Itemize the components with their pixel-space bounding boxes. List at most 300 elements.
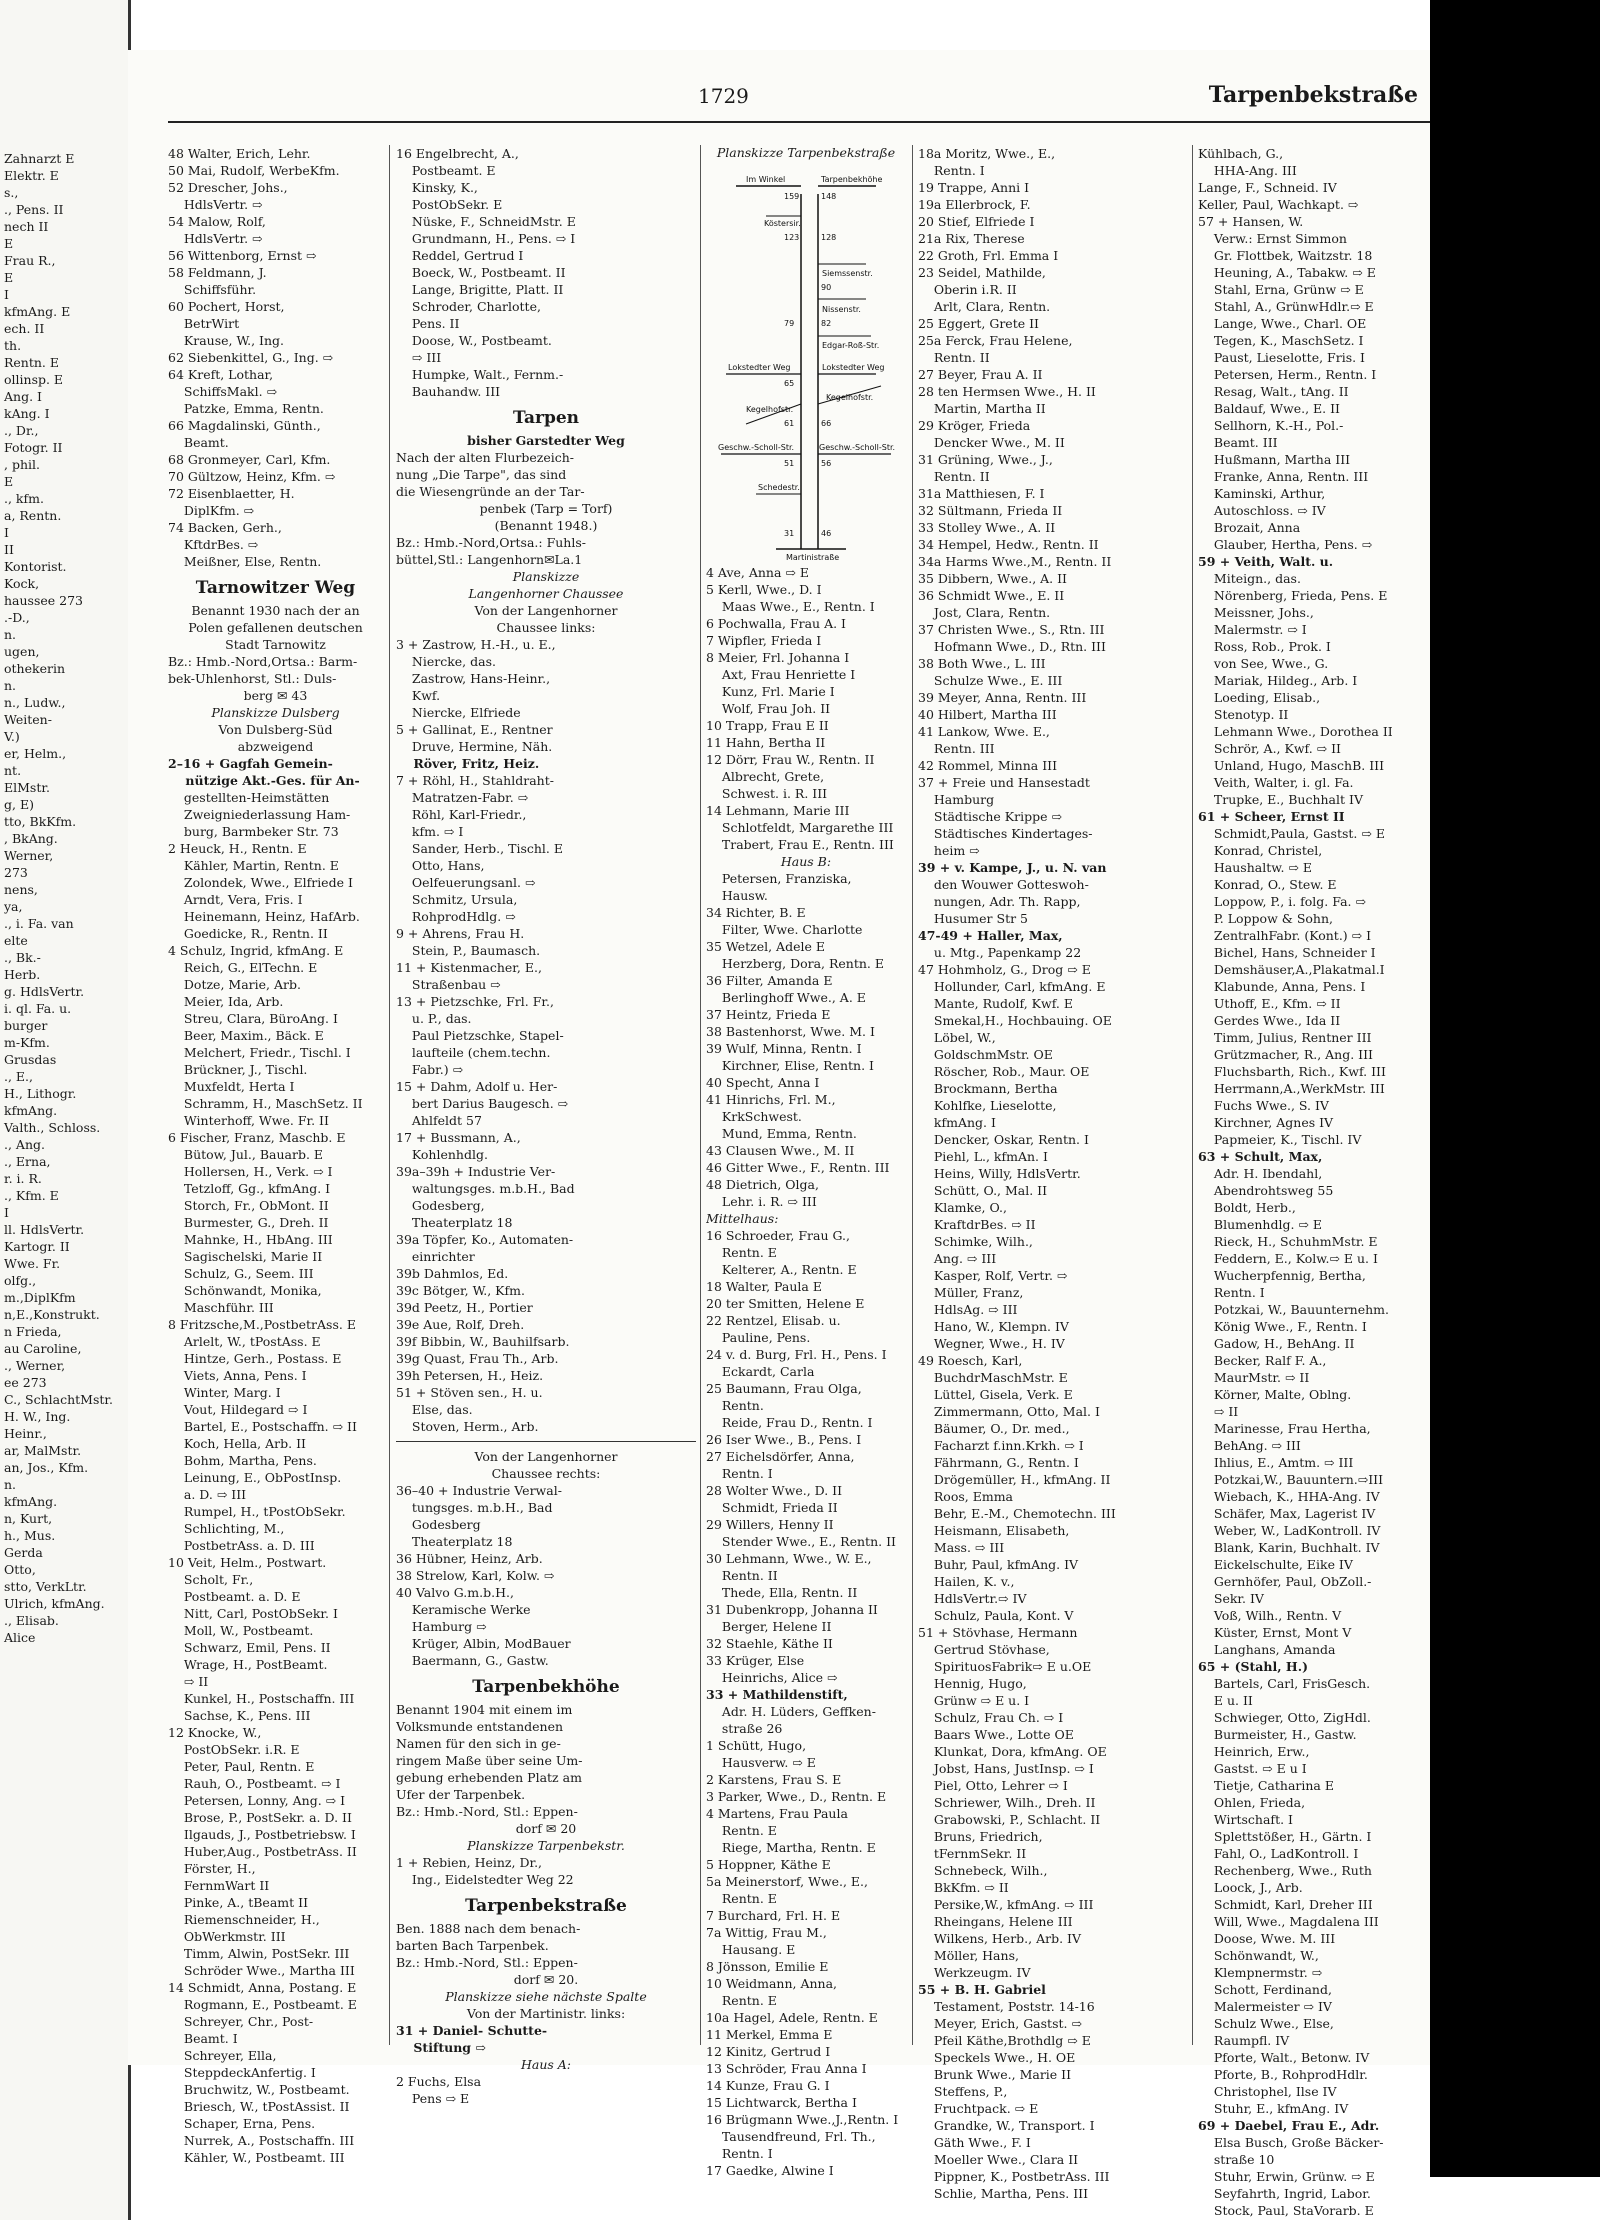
directory-entry: Doose, Wwe. M. III	[1198, 1931, 1336, 1946]
previous-page-line: ech. II	[4, 321, 45, 336]
directory-entry: Kähler, Martin, Rentn. E	[168, 858, 339, 873]
directory-entry: 39a–39h + Industrie Ver-	[396, 1164, 556, 1179]
directory-entry: 14 Lehmann, Marie III	[706, 803, 850, 818]
directory-entry: Tietje, Catharina E	[1198, 1778, 1334, 1793]
directory-entry: Tegen, K., MaschSetz. I	[1198, 333, 1364, 348]
directory-entry: Planskizze siehe nächste Spalte	[445, 1989, 647, 2004]
directory-entry: 7 + Röhl, H., Stahldraht-	[396, 773, 554, 788]
directory-entry: Grabowski, P., Schlacht. II	[918, 1812, 1101, 1827]
directory-entry: Schimke, Wilh.,	[918, 1234, 1033, 1249]
directory-entry: Bohm, Martha, Pens.	[168, 1453, 317, 1468]
directory-entry: 4 Ave, Anna ⇨ E	[706, 565, 809, 580]
column-5	[1198, 145, 1423, 2219]
directory-entry: Patzke, Emma, Rentn.	[168, 401, 324, 416]
previous-page-line: ., kfm.	[4, 491, 44, 506]
directory-entry: Speckels Wwe., H. OE	[918, 2050, 1076, 2065]
directory-entry: Humpke, Walt., Fernm.-	[396, 367, 564, 382]
directory-entry: 55 + B. H. Gabriel	[918, 1982, 1046, 1997]
directory-entry: Gerdes Wwe., Ida II	[1198, 1013, 1341, 1028]
directory-entry: Pauline, Pens.	[706, 1330, 811, 1345]
directory-entry: Bz.: Hmb.-Nord, Stl.: Eppen-	[396, 1955, 578, 1970]
directory-entry: Dencker, Oskar, Rentn. I	[918, 1132, 1089, 1147]
directory-entry: 8 Meier, Frl. Johanna I	[706, 650, 850, 665]
directory-entry: Albrecht, Grete,	[706, 769, 825, 784]
directory-entry: Wilkens, Herb., Arb. IV	[918, 1931, 1082, 1946]
directory-entry: 9 + Ahrens, Frau H.	[396, 926, 525, 941]
directory-entry: 5a Meinerstorf, Wwe., E.,	[706, 1874, 868, 1889]
directory-entry: Bz.: Hmb.-Nord,Ortsa.: Fuhls-	[396, 535, 586, 550]
directory-entry: 40 Valvo G.m.b.H.,	[396, 1585, 514, 1600]
directory-entry: Dotze, Marie, Arb.	[168, 977, 301, 992]
directory-entry: Unland, Hugo, MaschB. III	[1198, 758, 1385, 773]
previous-page-line: othekerin	[4, 661, 65, 676]
directory-entry: Namen für den sich in ge-	[396, 1736, 561, 1751]
directory-entry: Hintze, Gerh., Postass. E	[168, 1351, 342, 1366]
directory-entry: Autoschloss. ⇨ IV	[1198, 503, 1326, 518]
directory-entry: Grützmacher, R., Ang. III	[1198, 1047, 1373, 1062]
directory-entry: KraftdrBes. ⇨ II	[918, 1217, 1036, 1232]
header-rule	[168, 121, 1430, 123]
directory-entry: 47-49 + Haller, Max,	[918, 928, 1063, 943]
previous-page-line: m.,DiplKfm	[4, 1290, 76, 1305]
directory-entry: Burmeister, H., Gastw.	[1198, 1727, 1357, 1742]
previous-page-line: n.	[4, 627, 17, 642]
directory-entry: 68 Gronmeyer, Carl, Kfm.	[168, 452, 331, 467]
directory-entry: Kaminski, Arthur,	[1198, 486, 1326, 501]
directory-entry: Oberin i.R. II	[918, 282, 1017, 297]
previous-page-line: ., Dr.,	[4, 423, 39, 438]
previous-page-line: ar, MalMstr.	[4, 1443, 82, 1458]
previous-page-line: 273	[4, 865, 28, 880]
directory-entry: Benannt 1904 mit einem im	[396, 1702, 573, 1717]
directory-entry: 61 + Scheer, Ernst II	[1198, 809, 1345, 824]
previous-page-line: n., Ludw.,	[4, 695, 66, 710]
directory-entry: 27 Eichelsdörfer, Anna,	[706, 1449, 855, 1464]
directory-entry: Riemenschneider, H.,	[168, 1912, 320, 1927]
directory-entry: Fluchsbarth, Rich., Kwf. III	[1198, 1064, 1386, 1079]
previous-page-line: ollinsp. E	[4, 372, 64, 387]
directory-entry: 28 Wolter Wwe., D. II	[706, 1483, 843, 1498]
sketch-label: Lokstedter Weg	[822, 363, 885, 372]
directory-entry: Storch, Fr., ObMont. II	[168, 1198, 329, 1213]
directory-entry: Jost, Clara, Rentn.	[918, 605, 1051, 620]
directory-entry: Moll, W., Postbeamt.	[168, 1623, 314, 1638]
directory-entry: SpirituosFabrik⇨ E u.OE	[918, 1659, 1092, 1674]
directory-entry: 14 Schmidt, Anna, Postang. E	[168, 1980, 357, 1995]
sketch-svg	[706, 164, 906, 564]
directory-entry: Smekal,H., Hochbauing. OE	[918, 1013, 1112, 1028]
directory-entry: Blumenhdlg. ⇨ E	[1198, 1217, 1322, 1232]
directory-entry: Zolondek, Wwe., Elfriede I	[168, 875, 353, 890]
directory-entry: 35 Dibbern, Wwe., A. II	[918, 571, 1067, 586]
directory-entry: Streu, Clara, BüroAng. I	[168, 1011, 338, 1026]
directory-entry: 39a Töpfer, Ko., Automaten-	[396, 1232, 574, 1247]
directory-entry: Ufer der Tarpenbek.	[396, 1787, 526, 1802]
directory-entry: Bz.: Hmb.-Nord,Ortsa.: Barm-	[168, 654, 358, 669]
directory-entry: Heinemann, Heinz, HafArb.	[168, 909, 360, 924]
directory-entry: Peter, Paul, Rentn. E	[168, 1759, 315, 1774]
directory-entry: waltungsges. m.b.H., Bad	[396, 1181, 575, 1196]
directory-entry: Glauber, Hertha, Pens. ⇨	[1198, 537, 1373, 552]
directory-entry: Rentn. I	[706, 1466, 773, 1481]
directory-entry: Schröder Wwe., Martha III	[168, 1963, 355, 1978]
directory-entry: Städtisches Kindertages-	[918, 826, 1093, 841]
directory-entry: ⇨ III	[396, 350, 442, 365]
section-rule	[396, 1441, 696, 1442]
directory-entry: Haushaltw. ⇨ E	[1198, 860, 1312, 875]
directory-entry: 7 Burchard, Frl. H. E	[706, 1908, 841, 1923]
directory-entry: 51 + Stöven sen., H. u.	[396, 1385, 543, 1400]
directory-entry: 31 + Daniel- Schutte-	[396, 2023, 548, 2038]
directory-entry: Arlt, Clara, Rentn.	[918, 299, 1051, 314]
directory-entry: 17 + Bussmann, A.,	[396, 1130, 521, 1145]
directory-entry: Ang. ⇨ III	[918, 1251, 997, 1266]
directory-entry: PostObSekr. E	[396, 197, 503, 212]
directory-entry: 7a Wittig, Frau M.,	[706, 1925, 827, 1940]
directory-entry: Koch, Hella, Arb. II	[168, 1436, 306, 1451]
directory-entry: Wiebach, K., HHA-Ang. IV	[1198, 1489, 1380, 1504]
previous-page-line: II	[4, 542, 14, 557]
sketch-label: Kegelhofstr.	[746, 405, 794, 414]
directory-entry: 6 Fischer, Franz, Maschb. E	[168, 1130, 346, 1145]
directory-entry: Persike,W., kfmAng. ⇨ III	[918, 1897, 1094, 1912]
previous-page-line: V.)	[4, 729, 20, 744]
directory-entry: Kunz, Frl. Marie I	[706, 684, 835, 699]
directory-entry: 39f Bibbin, W., Bauhilfsarb.	[396, 1334, 570, 1349]
directory-entry: Hailen, K. v.,	[918, 1574, 1015, 1589]
directory-entry: 34a Harms Wwe.,M., Rentn. II	[918, 554, 1112, 569]
directory-entry: 63 + Schult, Max,	[1198, 1149, 1323, 1164]
directory-entry: Seyfahrth, Ingrid, Labor.	[1198, 2186, 1371, 2201]
directory-entry: a. D. ⇨ III	[168, 1487, 247, 1502]
previous-page-line: ee 273	[4, 1375, 47, 1390]
directory-entry: Planskizze Dulsberg	[211, 705, 340, 720]
directory-entry: Straßenbau ⇨	[396, 977, 501, 992]
directory-entry: Kirchner, Elise, Rentn. I	[706, 1058, 874, 1073]
directory-entry: 34 Richter, B. E	[706, 905, 806, 920]
directory-entry: Wirtschaft. I	[1198, 1812, 1293, 1827]
directory-entry: PostObSekr. i.R. E	[168, 1742, 300, 1757]
directory-entry: Gr. Flottbek, Waitzstr. 18	[1198, 248, 1373, 263]
directory-entry: Rentn. II	[706, 1568, 778, 1583]
directory-entry: Rheingans, Helene III	[918, 1914, 1073, 1929]
previous-page-line: C., SchlachtMstr.	[4, 1392, 113, 1407]
directory-entry: 5 Hoppner, Käthe E	[706, 1857, 831, 1872]
directory-entry: Paust, Lieselotte, Fris. I	[1198, 350, 1365, 365]
directory-entry: Schmitz, Ursula,	[396, 892, 518, 907]
directory-entry: Werkzeugm. IV	[918, 1965, 1031, 1980]
previous-page-line: kfmAng.	[4, 1103, 58, 1118]
directory-entry: Christophel, Ilse IV	[1198, 2084, 1337, 2099]
directory-entry: Niercke, Elfriede	[396, 705, 521, 720]
directory-entry: 2 Karstens, Frau S. E	[706, 1772, 842, 1787]
directory-entry: 41 Lankow, Wwe. E.,	[918, 724, 1050, 739]
directory-entry: Rieck, H., SchuhmMstr. E	[1198, 1234, 1378, 1249]
directory-entry: 39 + v. Kampe, J., u. N. van	[918, 860, 1107, 875]
directory-entry: Kähler, W., Postbeamt. III	[168, 2150, 345, 2165]
directory-entry: 56 Wittenborg, Ernst ⇨	[168, 248, 317, 263]
directory-entry: Nüske, F., SchneidMstr. E	[396, 214, 576, 229]
directory-entry: Godesberg,	[396, 1198, 485, 1213]
directory-entry: penbek (Tarp = Torf)	[479, 501, 613, 516]
previous-page-line: , BkAng.	[4, 831, 58, 846]
directory-entry: 12 Dörr, Frau W., Rentn. II	[706, 752, 875, 767]
directory-entry: 20 ter Smitten, Helene E	[706, 1296, 865, 1311]
directory-entry: Planskizze Tarpenbekstr.	[467, 1838, 625, 1853]
page-number: 1729	[698, 84, 749, 108]
directory-entry: Buhr, Paul, kfmAng. IV	[918, 1557, 1079, 1572]
directory-entry: Schlie, Martha, Pens. III	[918, 2186, 1089, 2201]
directory-entry: straße 26	[706, 1721, 783, 1736]
sketch-label: Schedestr.	[758, 483, 800, 492]
directory-entry: Tausendfreund, Frl. Th.,	[706, 2129, 876, 2144]
previous-page-line: Ulrich, kfmAng.	[4, 1596, 105, 1611]
previous-page-line: stto, VerkLtr.	[4, 1579, 87, 1594]
directory-entry: KftdrBes. ⇨	[168, 537, 259, 552]
directory-entry: Zimmermann, Otto, Mal. I	[918, 1404, 1100, 1419]
previous-page-line: Kock,	[4, 576, 40, 591]
directory-entry: Fuchs Wwe., S. IV	[1198, 1098, 1329, 1113]
directory-entry: Eickelschulte, Eike IV	[1198, 1557, 1353, 1572]
directory-entry: 28 ten Hermsen Wwe., H. II	[918, 384, 1096, 399]
directory-entry: 36–40 + Industrie Verwal-	[396, 1483, 562, 1498]
directory-entry: 11 + Kistenmacher, E.,	[396, 960, 542, 975]
directory-entry: Stadt Tarnowitz	[225, 637, 326, 652]
directory-entry: 65 + (Stahl, H.)	[1198, 1659, 1309, 1674]
directory-entry: dorf ✉ 20.	[513, 1972, 579, 1987]
directory-entry: Riege, Martha, Rentn. E	[706, 1840, 876, 1855]
directory-entry: gestellten-Heimstätten	[168, 790, 330, 805]
street-heading: Tarpen	[512, 408, 580, 428]
directory-entry: Hamburg ⇨	[396, 1619, 487, 1634]
directory-entry: 38 Strelow, Karl, Kolw. ⇨	[396, 1568, 555, 1583]
directory-entry: Viets, Anna, Pens. I	[168, 1368, 307, 1383]
directory-entry: Städtische Krippe ⇨	[918, 809, 1062, 824]
directory-entry: Feddern, E., Kolw.⇨ E u. I	[1198, 1251, 1378, 1266]
previous-page-line: nech II	[4, 219, 49, 234]
directory-entry: 40 Hilbert, Martha III	[918, 707, 1057, 722]
directory-entry: 25a Ferck, Frau Helene,	[918, 333, 1073, 348]
page-header	[128, 78, 1430, 118]
directory-entry: dorf ✉ 20	[515, 1821, 577, 1836]
previous-page-line: ., E.,	[4, 1069, 33, 1084]
sketch-label: Siemssenstr.	[822, 269, 873, 278]
column-2	[396, 145, 696, 2107]
directory-entry: Klabunde, Anna, Pens. I	[1198, 979, 1366, 994]
previous-page-line: Rentn. E	[4, 355, 60, 370]
directory-entry: Brose, P., PostSekr. a. D. II	[168, 1810, 352, 1825]
directory-entry: 1 + Rebien, Heinz, Dr.,	[396, 1855, 543, 1870]
directory-entry: Rentn. E	[706, 1993, 777, 2008]
directory-entry: 51 + Stövhase, Hermann	[918, 1625, 1078, 1640]
directory-entry: 69 + Daebel, Frau E., Adr.	[1198, 2118, 1380, 2133]
directory-entry: Arndt, Vera, Fris. I	[168, 892, 303, 907]
directory-entry: straße 10	[1198, 2152, 1275, 2167]
directory-entry: Marinesse, Frau Hertha,	[1198, 1421, 1371, 1436]
directory-entry: u. P., das.	[396, 1011, 472, 1026]
directory-entry: 48 Walter, Erich, Lehr.	[168, 146, 311, 161]
previous-page-line: nt.	[4, 763, 22, 778]
directory-entry: Chaussee links:	[496, 620, 596, 635]
directory-entry: Hano, W., Klempn. IV	[918, 1319, 1069, 1334]
directory-entry: Jobst, Hans, JustInsp. ⇨ I	[918, 1761, 1094, 1776]
previous-page-line: n.	[4, 678, 17, 693]
directory-entry: gebung erhebenden Platz am	[396, 1770, 582, 1785]
previous-page-line: n, Kurt,	[4, 1511, 53, 1526]
previous-page-line: elte	[4, 933, 28, 948]
directory-entry: burg, Barmbeker Str. 73	[168, 824, 339, 839]
directory-entry: Nörenberg, Frieda, Pens. E	[1198, 588, 1388, 603]
directory-entry: Loeding, Elisab.,	[1198, 690, 1321, 705]
column-divider	[1192, 145, 1193, 2045]
directory-entry: Kinsky, K.,	[396, 180, 478, 195]
sketch-label: 65	[784, 379, 795, 388]
directory-entry: Leinung, E., ObPostInsp.	[168, 1470, 342, 1485]
directory-entry: Hausw.	[706, 888, 768, 903]
directory-entry: Eckardt, Carla	[706, 1364, 815, 1379]
directory-entry: Haus B:	[780, 854, 832, 869]
directory-entry: 39e Aue, Rolf, Dreh.	[396, 1317, 525, 1332]
directory-entry: Stahl, A., GrünwHdlr.⇨ E	[1198, 299, 1374, 314]
directory-entry: Behr, E.-M., Chemotechn. III	[918, 1506, 1116, 1521]
column-divider	[912, 145, 913, 2045]
directory-entry: einrichter	[396, 1249, 475, 1264]
previous-page-line: an, Jos., Kfm.	[4, 1460, 89, 1475]
directory-entry: die Wiesengründe an der Tar-	[396, 484, 585, 499]
directory-entry: den Wouwer Gotteswoh-	[918, 877, 1089, 892]
directory-entry: Mariak, Hildeg., Arb. I	[1198, 673, 1358, 688]
previous-page-line: s.,	[4, 185, 19, 200]
previous-page-line: ll. HdlsVertr.	[4, 1222, 85, 1237]
directory-page	[128, 50, 1430, 2218]
directory-entry: 24 v. d. Burg, Frl. H., Pens. I	[706, 1347, 887, 1362]
directory-entry: Piel, Otto, Lehrer ⇨ I	[918, 1778, 1068, 1793]
directory-entry: Heinrichs, Alice ⇨	[706, 1670, 838, 1685]
directory-entry: berg ✉ 43	[243, 688, 308, 703]
previous-page-line: ugen,	[4, 644, 40, 659]
directory-entry: Meyer, Erich, Gastst. ⇨	[918, 2016, 1082, 2031]
directory-entry: Hollunder, Carl, kfmAng. E	[918, 979, 1106, 994]
sketch-label: 61	[784, 419, 795, 428]
directory-entry: Petersen, Franziska,	[706, 871, 852, 886]
directory-entry: Tetzloff, Gg., kfmAng. I	[168, 1181, 331, 1196]
directory-entry: Röhl, Karl-Friedr.,	[396, 807, 527, 822]
directory-entry: SteppdeckAnfertig. I	[168, 2065, 316, 2080]
directory-entry: Steffens, P.,	[918, 2084, 1008, 2099]
directory-entry: Schwieger, Otto, ZigHdl.	[1198, 1710, 1371, 1725]
directory-entry: Bruchwitz, W., Postbeamt.	[168, 2082, 350, 2097]
directory-entry: 4 Martens, Frau Paula	[706, 1806, 848, 1821]
directory-entry: Adr. H. Ibendahl,	[1198, 1166, 1323, 1181]
directory-entry: Ohlen, Frieda,	[1198, 1795, 1306, 1810]
directory-entry: Brozait, Anna	[1198, 520, 1301, 535]
directory-entry: BehAng. ⇨ III	[1198, 1438, 1301, 1453]
previous-page-line: Grusdas	[4, 1052, 57, 1067]
directory-entry: Druve, Hermine, Näh.	[396, 739, 553, 754]
directory-entry: Trabert, Frau E., Rentn. III	[706, 837, 894, 852]
directory-entry: 33 + Mathildenstift,	[706, 1687, 848, 1702]
sketch-label: 46	[821, 529, 832, 538]
directory-entry: Planskizze	[512, 569, 580, 584]
directory-entry: 39g Quast, Frau Th., Arb.	[396, 1351, 559, 1366]
directory-entry: Beer, Maxim., Bäck. E	[168, 1028, 324, 1043]
directory-entry: Rentn. I	[918, 163, 985, 178]
directory-entry: Schönwandt, W.,	[1198, 1948, 1319, 1963]
directory-entry: Schwest. i. R. III	[706, 786, 828, 801]
previous-page-line: Ang. I	[4, 389, 42, 404]
directory-entry: 39c Bötger, W., Kfm.	[396, 1283, 525, 1298]
directory-entry: Schulz, Frau Ch. ⇨ I	[918, 1710, 1064, 1725]
directory-entry: 11 Hahn, Bertha II	[706, 735, 826, 750]
directory-entry: nützige Akt.-Ges. für An-	[168, 773, 360, 788]
directory-entry: u. Mtg., Papenkamp 22	[918, 945, 1082, 960]
previous-page-line: Wwe. Fr.	[4, 1256, 61, 1271]
directory-entry: Postbeamt. E	[396, 163, 496, 178]
previous-page-line: I	[4, 1205, 9, 1220]
directory-entry: Reich, G., ElTechn. E	[168, 960, 318, 975]
directory-entry: Muxfeldt, Herta I	[168, 1079, 295, 1094]
directory-entry: Schmidt,Paula, Gastst. ⇨ E	[1198, 826, 1385, 841]
directory-entry: Baldauf, Wwe., E. II	[1198, 401, 1340, 416]
directory-entry: Franke, Anna, Rentn. III	[1198, 469, 1369, 484]
directory-entry: Rentn. E	[706, 1823, 777, 1838]
directory-entry: 16 Brügmann Wwe.,J.,Rentn. I	[706, 2112, 899, 2127]
directory-entry: 12 Kinitz, Gertrud I	[706, 2044, 831, 2059]
directory-entry: 10 Trapp, Frau E II	[706, 718, 829, 733]
directory-entry: 66 Magdalinski, Günth.,	[168, 418, 321, 433]
directory-entry: Ben. 1888 nach dem benach-	[396, 1921, 581, 1936]
directory-entry: Heinrich, Erw.,	[1198, 1744, 1310, 1759]
directory-entry: 20 Stief, Elfriede I	[918, 214, 1035, 229]
directory-entry: Stiftung ⇨	[396, 2040, 486, 2055]
directory-entry: Winterhoff, Wwe. Fr. II	[168, 1113, 329, 1128]
directory-entry: Chaussee rechts:	[491, 1466, 601, 1481]
directory-entry: Schönwandt, Monika,	[168, 1283, 322, 1298]
directory-entry: Hamburg	[918, 792, 995, 807]
directory-entry: 46 Gitter Wwe., F., Rentn. III	[706, 1160, 890, 1175]
sketch-label: Im Winkel	[746, 175, 786, 184]
directory-entry: 10 Veit, Helm., Postwart.	[168, 1555, 327, 1570]
directory-entry: DiplKfm. ⇨	[168, 503, 255, 518]
previous-page-line: i. ql. Fa. u.	[4, 1001, 72, 1016]
directory-entry: 1 Schütt, Hugo,	[706, 1738, 807, 1753]
directory-entry: Wegner, Wwe., H. IV	[918, 1336, 1065, 1351]
previous-page-line: kfmAng. E	[4, 304, 71, 319]
directory-entry: Raumpfl. IV	[1198, 2033, 1290, 2048]
directory-entry: Brunk Wwe., Marie II	[918, 2067, 1072, 2082]
directory-entry: 8 Fritzsche,M.,PostbetrAss. E	[168, 1317, 356, 1332]
directory-entry: 37 + Freie und Hansestadt	[918, 775, 1090, 790]
directory-entry: Volksmunde entstandenen	[396, 1719, 564, 1734]
column-divider	[700, 145, 701, 2045]
directory-entry: 74 Backen, Gerh.,	[168, 520, 282, 535]
directory-entry: SchiffsMakl. ⇨	[168, 384, 278, 399]
previous-page-line: Kontorist.	[4, 559, 67, 574]
previous-page-line: ., Werner,	[4, 1358, 66, 1373]
directory-entry: Sachse, K., Pens. III	[168, 1708, 311, 1723]
directory-entry: Resag, Walt., tAng. II	[1198, 384, 1349, 399]
directory-entry: ⇨ II	[168, 1674, 209, 1689]
directory-entry: Schaper, Erna, Pens.	[168, 2116, 316, 2131]
directory-entry: ringem Maße über seine Um-	[396, 1753, 583, 1768]
directory-entry: Konrad, O., Stew. E	[1198, 877, 1337, 892]
directory-entry: Bartel, E., Postschaffn. ⇨ II	[168, 1419, 357, 1434]
directory-entry: Axt, Frau Henriette I	[706, 667, 856, 682]
directory-entry: 36 Filter, Amanda E	[706, 973, 833, 988]
directory-entry: Haus A:	[520, 2057, 572, 2072]
directory-entry: Martin, Martha II	[918, 401, 1046, 416]
directory-entry: büttel,Stl.: Langenhorn✉La.1	[396, 552, 583, 567]
